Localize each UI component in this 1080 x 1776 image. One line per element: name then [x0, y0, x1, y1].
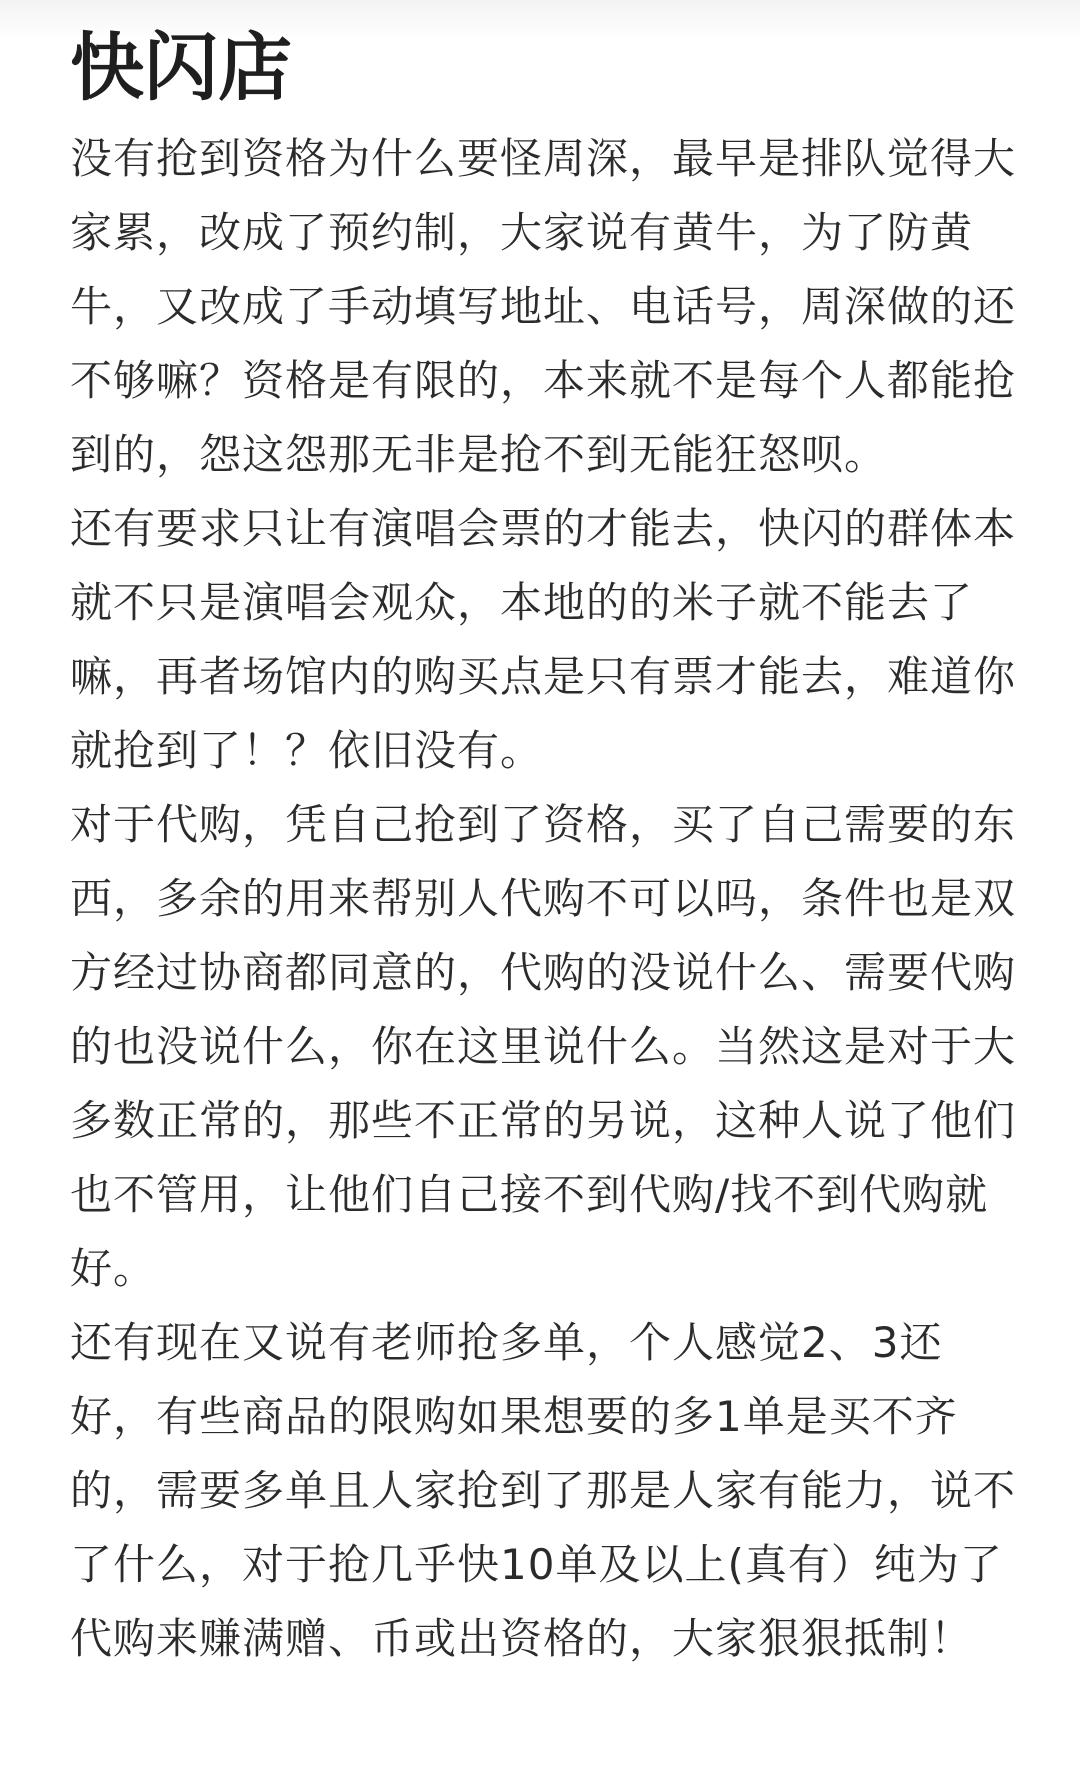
bottom-fade	[0, 1736, 1080, 1776]
paragraph-2: 还有要求只让有演唱会票的才能去，快闪的群体本就不只是演唱会观众，本地的的米子就不能去了嘛，再者场馆内的购买点是只有票才能去，难道你就抢到了！？依旧没有。	[70, 504, 1017, 775]
paragraph-3: 对于代购，凭自己抢到了资格，买了自己需要的东西，多余的用来帮别人代购不可以吗，条件也是双方经过协商都同意的，代购的没说什么、需要代购的也没说什么，你在这里说什么。当然这是对于大多数正常的，那些不正常的另说，这种人说了他们也不管用，让他们自己接不到代购/找不到代购就好。	[70, 800, 1017, 1293]
post-title: 快闪店	[70, 25, 292, 111]
paragraph-1: 没有抢到资格为什么要怪周深，最早是排队觉得大家累，改成了预约制，大家说有黄牛，为了防黄牛，又改成了手动填写地址、电话号，周深做的还不够嘛？资格是有限的，本来就不是每个人都能抢到的，怨这怨那无非是抢不到无能狂怒呗。	[70, 134, 1017, 479]
post-content	[70, 18, 1025, 1676]
paragraph-4: 还有现在又说有老师抢多单，个人感觉2、3还好，有些商品的限购如果想要的多1单是买不齐的，需要多单且人家抢到了那是人家有能力，说不了什么，对于抢几乎快10单及以上(真有）纯为了代购来赚满赠、币或出资格的，大家狠狠抵制！	[70, 1318, 1017, 1663]
